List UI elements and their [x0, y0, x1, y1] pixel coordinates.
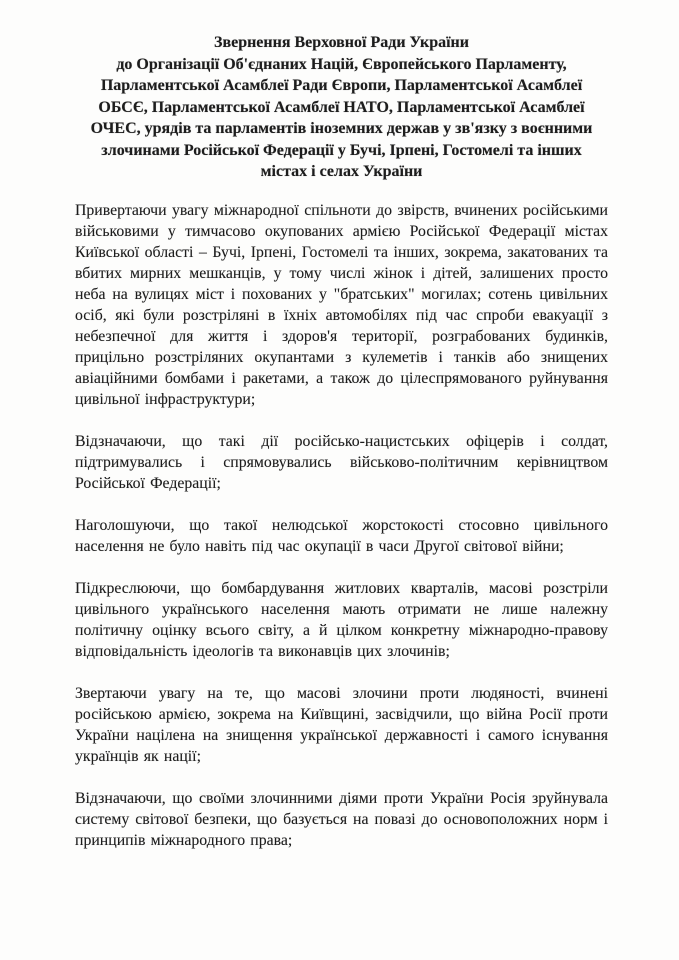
- document-title-line: ОЧЕС, урядів та парламентів іноземних держав у зв'язку з воєнними: [90, 120, 593, 137]
- document-paragraph: Звертаючи увагу на те, що масові злочини проти людяності, вчинені російською армією, зокрема на Київщині, засвідчили, що війна Росії проти України націлена на знищення української державності і самого існування українців як нації;: [75, 684, 608, 765]
- document-title-line: ОБСЄ, Парламентської Асамблеї НАТО, Парламентської Асамблеї: [98, 98, 585, 116]
- document-paragraph: Відзначаючи, що своїми злочинними діями проти України Росія зруйнувала систему світової безпеки, що базується на повазі до основоположних норм і принципів міжнародного права;: [75, 789, 608, 849]
- document-paragraph: Наголошуючи, що такої нелюдської жорстокості стосовно цивільного населення не було навіть під час окупації в часи Другої світової війни;: [75, 516, 608, 555]
- document-paragraph: Відзначаючи, що такі дії російсько-нацистських офіцерів і солдат, підтримувались і спрямовувались військово-політичним керівництвом Російської Федерації;: [75, 432, 608, 492]
- document-title-line: Парламентської Асамблеї Ради Європи, Парламентської Асамблеї: [100, 77, 583, 94]
- document-title-line: Звернення Верховної Ради України: [214, 34, 469, 51]
- document-title: [75, 32, 608, 183]
- document-body: [75, 200, 608, 851]
- document-title-line: злочинами Російської Федерації у Бучі, Ірпені, Гостомелі та інших: [101, 141, 582, 159]
- document-title-line: містах і селах України: [260, 163, 423, 180]
- document-title-line: до Організації Об'єднаних Націй, Європейського Парламенту,: [116, 55, 567, 73]
- document-paragraph: Підкреслюючи, що бомбардування житлових кварталів, масові розстріли цивільного українського населення мають отримати не лише належну політичну оцінку всього світу, а й цілком конкретну міжнародно-правову відповідальність ідеологів та виконавців цих злочинів;: [75, 579, 608, 660]
- document-paragraph: Привертаючи увагу міжнародної спільноти до звірств, вчинених російськими військовими у тимчасово окупованих армією Російської Федерації містах Київської області – Бучі, Ірпені, Гостомелі та інших, зокрема, закатованих та вбитих мирних мешканців, у тому числі жінок і дітей, залишених просто неба на вулицях міст і похованих у "братських" могилах; сотень цивільних осіб, які були розстріляні в їхніх автомобілях під час спроби евакуації з небезпечної для життя і здоров'я території, розграбованих будинків, прицільно розстріляних окупантами з кулеметів і танків або знищених авіаційними бомбами і ракетами, а також до цілеспрямованого руйнування цивільної інфраструктури;: [75, 201, 608, 408]
